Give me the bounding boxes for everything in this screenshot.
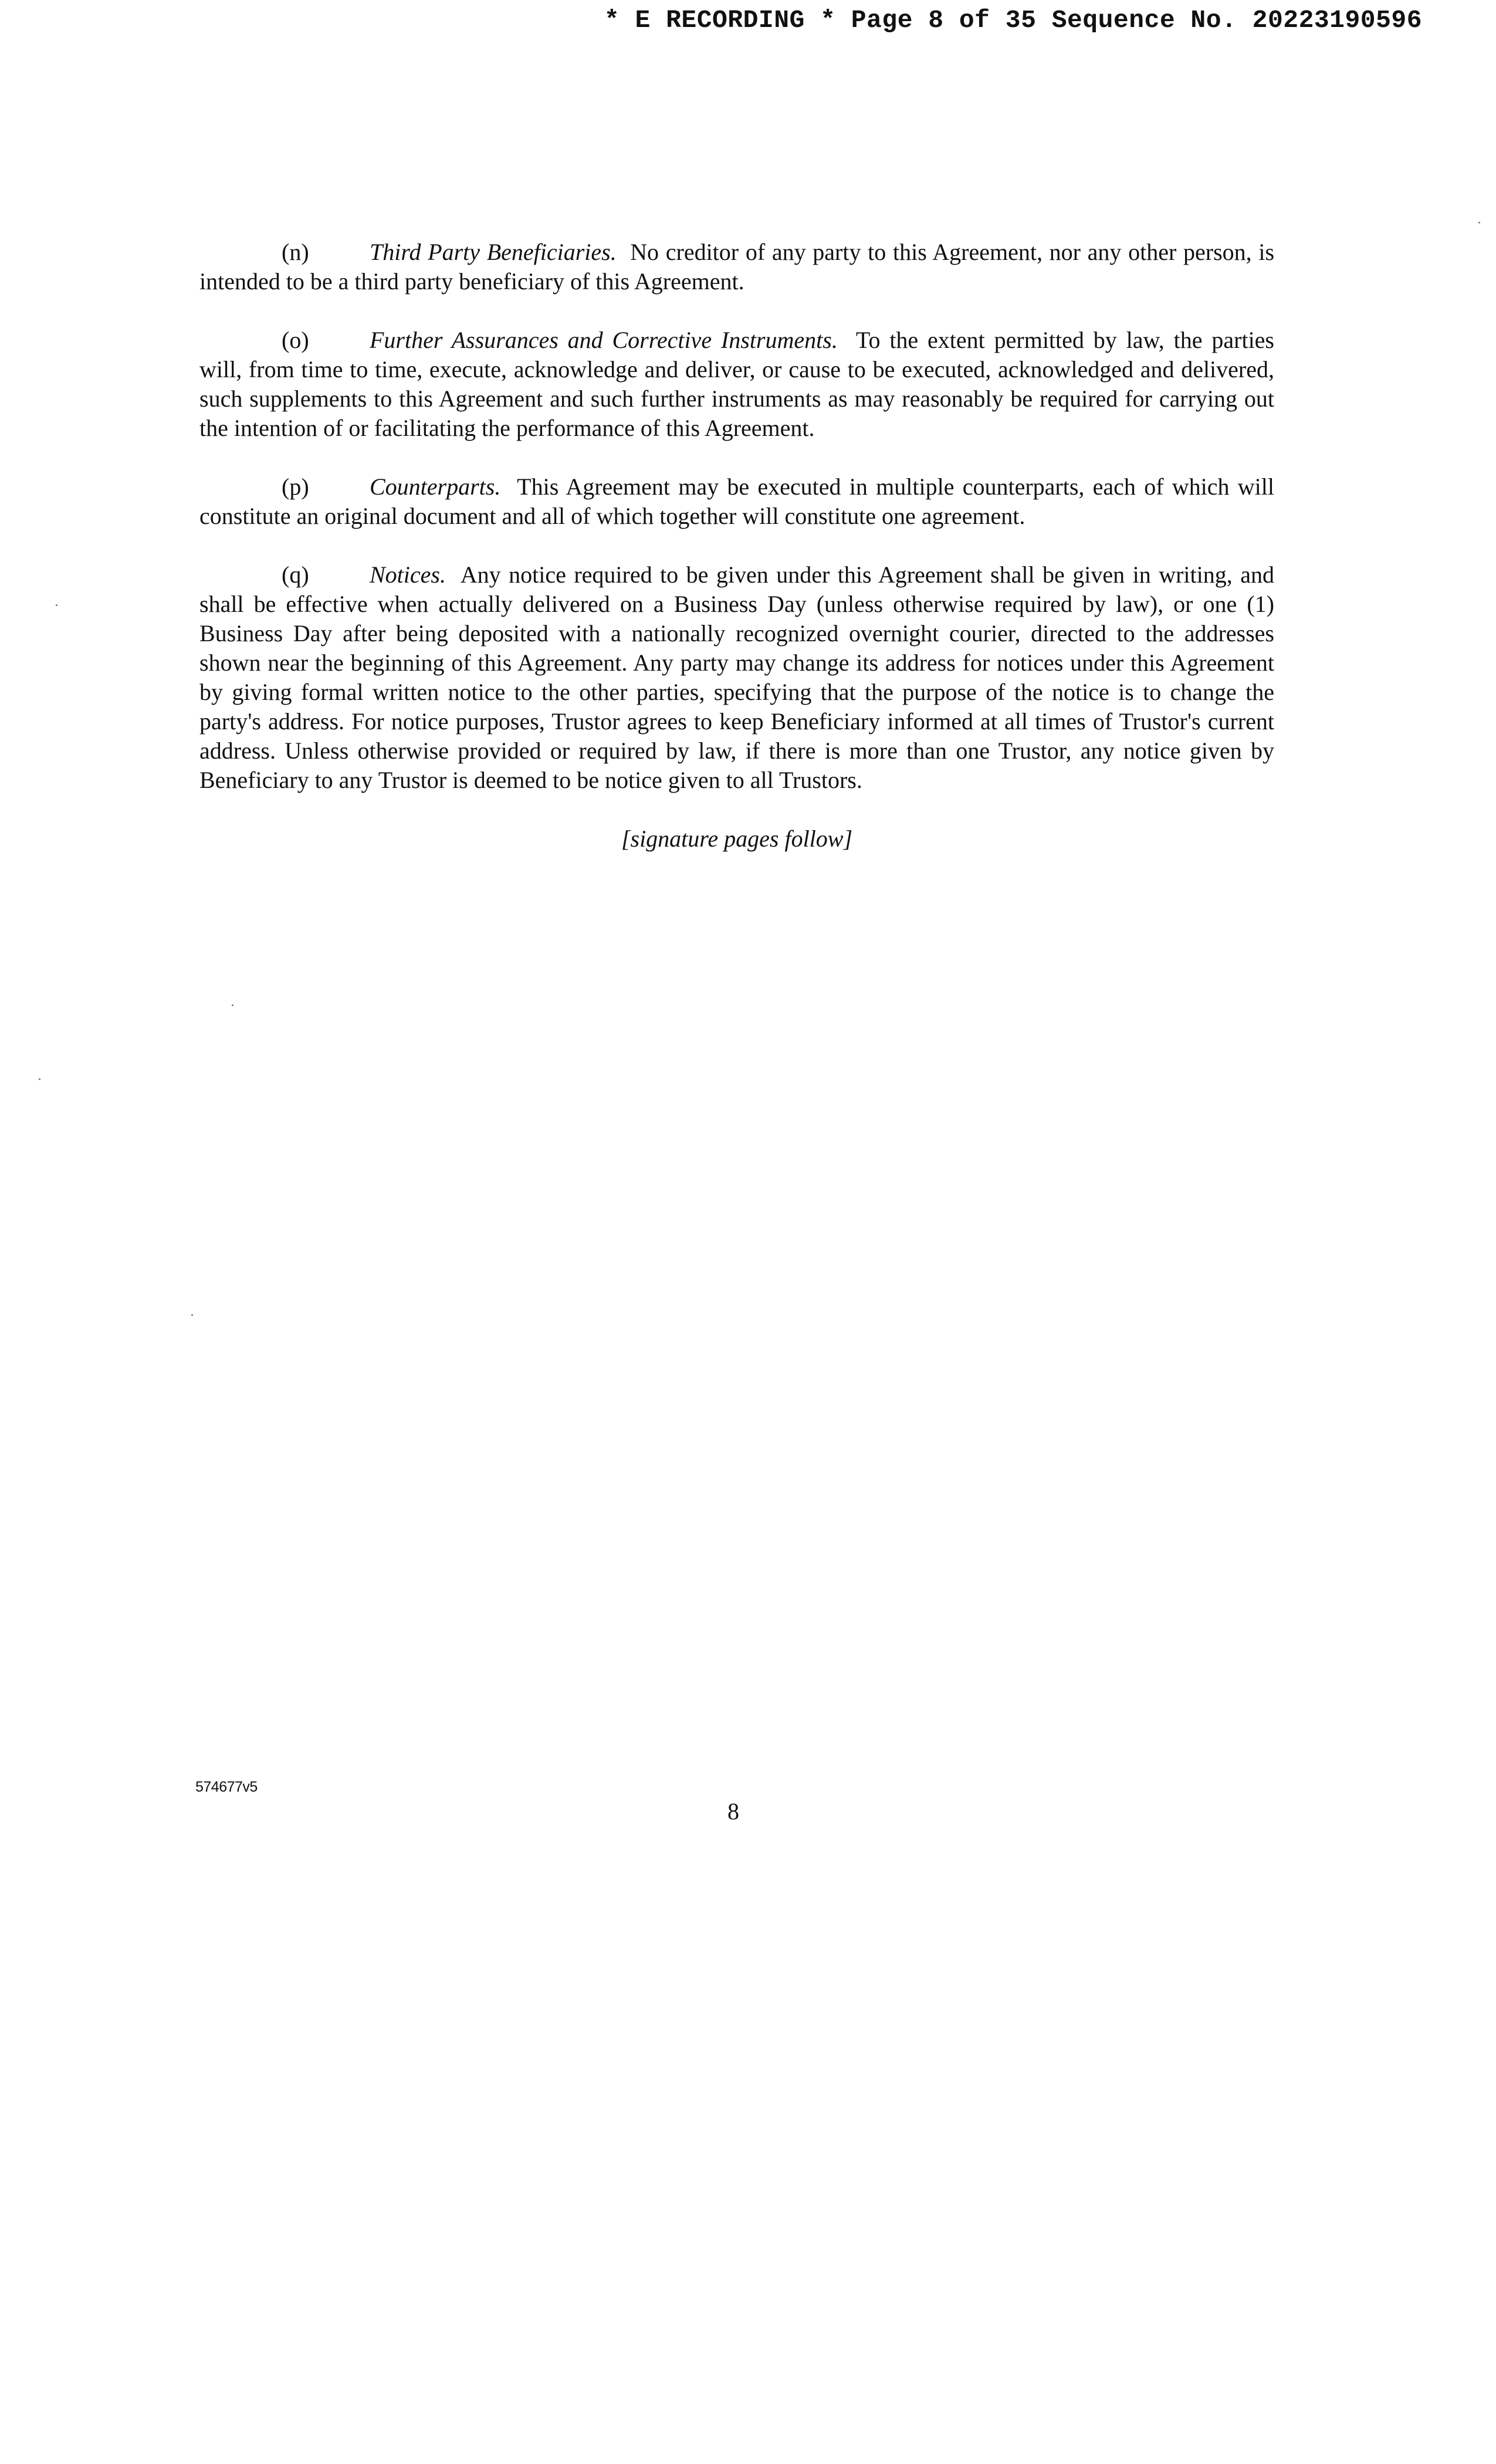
paragraph-p: [199, 472, 1274, 531]
paragraph-o: [199, 326, 1274, 443]
signature-pages-note: [signature pages follow]: [621, 825, 853, 852]
paragraph-number: (n): [282, 239, 309, 265]
paragraph-n: [199, 238, 1274, 296]
scan-speck: [1478, 222, 1480, 224]
scan-speck: [191, 1314, 193, 1316]
scan-speck: [39, 1078, 40, 1080]
paragraph-text: No creditor of any party to this Agreement, nor any other person, is intended to be a third party beneficiary of this Agreement.: [199, 239, 1275, 295]
paragraph-heading: Third Party Beneficiaries.: [370, 239, 617, 265]
paragraph-text: This Agreement may be executed in multiple counterparts, each of which will constitute an original document and all of which together will constitute one agreement.: [199, 473, 1275, 529]
paragraph-text: To the extent permitted by law, the parties will, from time to time, execute, acknowledge and deliver, or cause to be executed, acknowledged and delivered, such supplements to this Agreement and such further instruments as may reasonably be required for carrying out the intention of or facilitating the performance of this Agreement.: [199, 327, 1274, 441]
paragraph-heading: Notices.: [370, 561, 446, 588]
scan-speck: [232, 1004, 233, 1006]
scan-speck: [56, 604, 57, 606]
paragraph-text: Any notice required to be given under this Agreement shall be given in writing, and shall be effective when actually delivered on a Business Day (unless otherwise required by law), or one (1) Business Day after being deposited with a nationally recognized overnight courier, directed to the addresses shown near the beginning of this Agreement. Any party may change its address for notices under this Agreement by giving formal written notice to the other parties, specifying that the purpose of the notice is to change the party's address. For notice purposes, Trustor agrees to keep Beneficiary informed at all times of Trustor's current address. Unless otherwise provided or required by law, if there is more than one Trustor, any notice given by Beneficiary to any Trustor is deemed to be notice given to all Trustors.: [199, 561, 1274, 793]
recording-stamp: * E RECORDING * Page 8 of 35 Sequence No. 20223190596: [604, 6, 1422, 35]
document-body: [199, 238, 1274, 854]
paragraph-number: (o): [282, 327, 309, 353]
paragraph-number: (p): [282, 473, 309, 500]
paragraph-heading: Counterparts.: [370, 473, 501, 500]
page-number: 8: [727, 1798, 739, 1825]
document-id: 574677v5: [195, 1779, 258, 1795]
paragraph-number: (q): [282, 561, 309, 588]
paragraph-heading: Further Assurances and Corrective Instruments.: [370, 327, 838, 353]
paragraph-q: [199, 560, 1274, 795]
